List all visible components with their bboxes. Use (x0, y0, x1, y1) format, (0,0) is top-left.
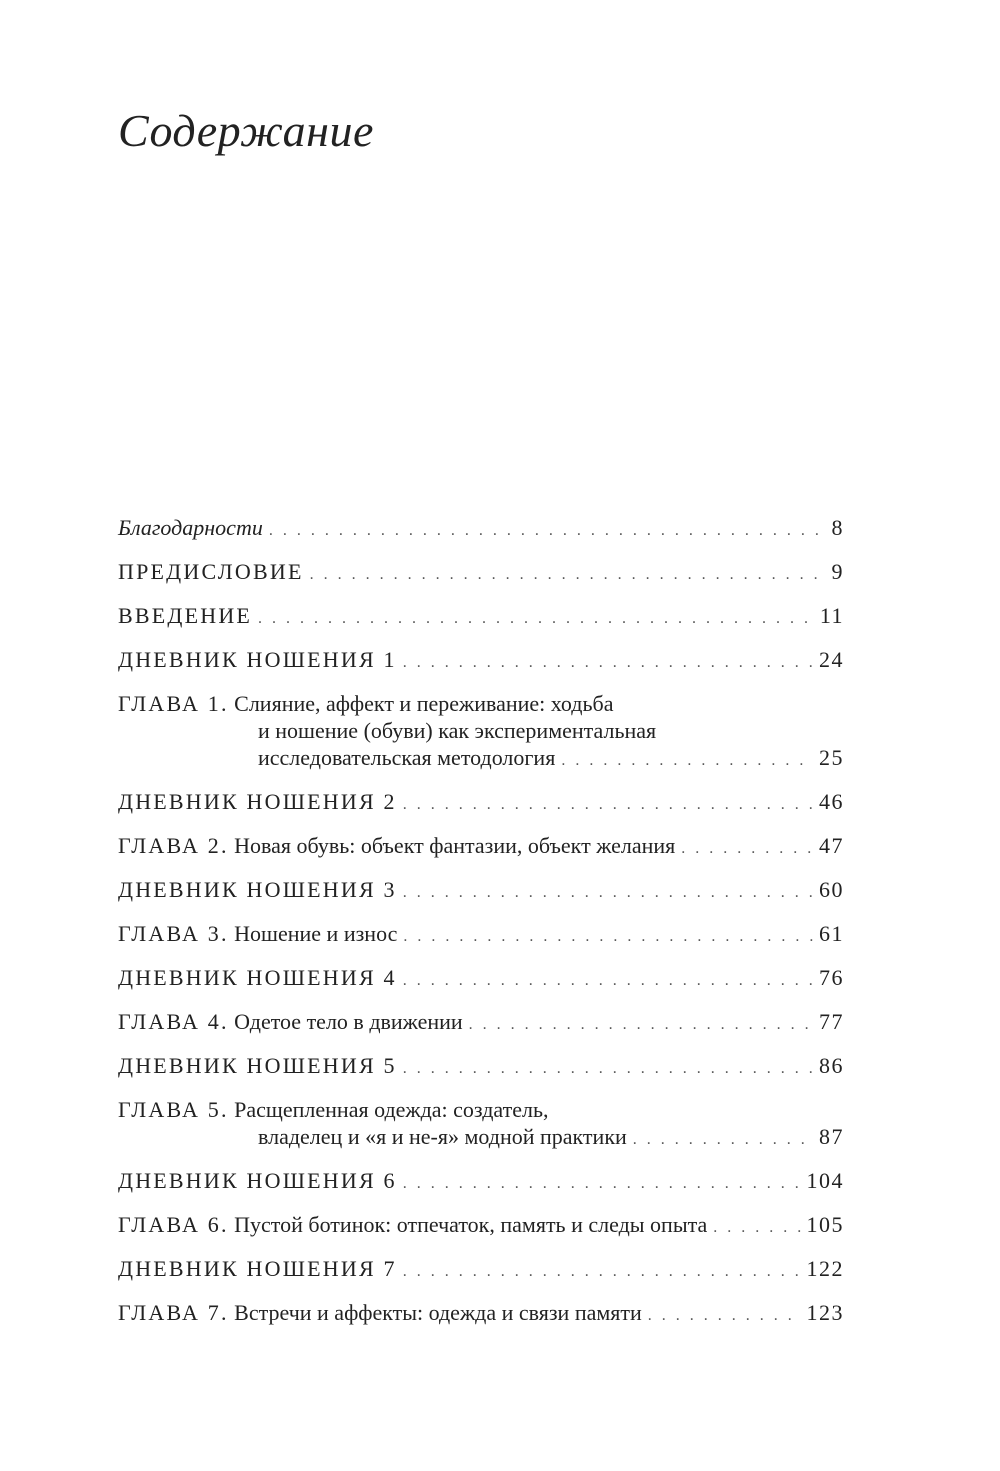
dot-leader (403, 649, 813, 676)
toc-entry-diary-6[interactable] (118, 1167, 844, 1197)
toc-page-number: 86 (819, 1053, 844, 1078)
toc-page-number: 122 (806, 1256, 844, 1281)
toc-page-number: 87 (819, 1124, 844, 1149)
toc-entry-preface[interactable] (118, 558, 844, 588)
toc-page-number: 76 (819, 965, 844, 990)
toc-label (118, 1211, 707, 1238)
toc-entry-chapter-5[interactable] (118, 1096, 844, 1153)
dot-leader (469, 1011, 813, 1038)
chapter-title-line: Слияние, аффект и переживание: ходьба (234, 691, 614, 716)
dot-leader (403, 923, 813, 950)
toc-label: Благодарности (118, 515, 263, 540)
toc-entry-chapter-1[interactable] (118, 690, 844, 774)
page-title: Содержание (118, 105, 374, 156)
toc-entry-chapter-2[interactable] (118, 832, 844, 862)
dot-leader (269, 517, 826, 544)
toc-entry-chapter-7[interactable] (118, 1299, 844, 1329)
chapter-title-line: исследовательская методология (258, 745, 556, 770)
toc-entry-diary-1[interactable] (118, 646, 844, 676)
toc-entry-chapter-6[interactable] (118, 1211, 844, 1241)
dot-leader (403, 1055, 813, 1082)
toc-label (118, 1299, 642, 1326)
dot-leader (713, 1214, 800, 1241)
toc-page-number: 46 (819, 789, 844, 814)
toc-page-number: 104 (806, 1168, 844, 1193)
toc-label: ДНЕВНИК НОШЕНИЯ 6 (118, 1168, 397, 1193)
chapter-title: Одетое тело в движении (234, 1009, 463, 1034)
chapter-title-line: владелец и «я и не-я» модной практики (258, 1124, 627, 1149)
chapter-number: ГЛАВА 2. (118, 833, 229, 858)
dot-leader (403, 791, 813, 818)
toc-line (118, 744, 844, 774)
toc-line (118, 1123, 844, 1153)
chapter-number: ГЛАВА 5. (118, 1097, 229, 1122)
dot-leader (258, 605, 814, 632)
toc-page-number: 123 (806, 1300, 844, 1325)
toc-page-number: 77 (819, 1009, 844, 1034)
toc-label: ПРЕДИСЛОВИЕ (118, 559, 304, 584)
toc-entry-diary-2[interactable] (118, 788, 844, 818)
toc-page-number: 25 (819, 745, 844, 770)
dot-leader (403, 967, 813, 994)
toc-page-number: 8 (831, 515, 844, 540)
dot-leader (561, 747, 813, 774)
dot-leader (633, 1126, 813, 1153)
toc-line (118, 1096, 844, 1123)
chapter-number: ГЛАВА 4. (118, 1009, 229, 1034)
toc-entry-acknowledgements[interactable] (118, 514, 844, 544)
chapter-title: Пустой ботинок: отпечаток, память и следы опыта (234, 1212, 708, 1237)
table-of-contents (118, 514, 844, 1343)
toc-page-number: 105 (806, 1212, 844, 1237)
dot-leader (403, 1170, 801, 1197)
toc-label (118, 1008, 463, 1035)
toc-entry-diary-7[interactable] (118, 1255, 844, 1285)
toc-page-number: 60 (819, 877, 844, 902)
toc-label (118, 920, 397, 947)
toc-label: ДНЕВНИК НОШЕНИЯ 7 (118, 1256, 397, 1281)
chapter-number: ГЛАВА 1. (118, 691, 229, 716)
toc-line (118, 690, 844, 717)
toc-page-number: 61 (819, 921, 844, 946)
toc-entry-chapter-3[interactable] (118, 920, 844, 950)
chapter-title-line: Расщепленная одежда: создатель, (234, 1097, 549, 1122)
dot-leader (403, 879, 813, 906)
toc-entry-chapter-4[interactable] (118, 1008, 844, 1038)
chapter-title: Новая обувь: объект фантазии, объект желания (234, 833, 676, 858)
toc-entry-diary-5[interactable] (118, 1052, 844, 1082)
chapter-number: ГЛАВА 3. (118, 921, 229, 946)
dot-leader (648, 1302, 801, 1329)
chapter-title-line: и ношение (обуви) как экспериментальная (258, 718, 657, 743)
toc-line (118, 717, 844, 744)
toc-label: ДНЕВНИК НОШЕНИЯ 4 (118, 965, 397, 990)
toc-page-number: 9 (831, 559, 844, 584)
toc-label: ДНЕВНИК НОШЕНИЯ 1 (118, 647, 397, 672)
toc-label: ДНЕВНИК НОШЕНИЯ 2 (118, 789, 397, 814)
toc-label: ДНЕВНИК НОШЕНИЯ 5 (118, 1053, 397, 1078)
chapter-title: Ношение и износ (234, 921, 398, 946)
toc-entry-introduction[interactable] (118, 602, 844, 632)
toc-entry-diary-4[interactable] (118, 964, 844, 994)
toc-label (118, 832, 675, 859)
toc-entry-diary-3[interactable] (118, 876, 844, 906)
dot-leader (310, 561, 826, 588)
dot-leader (403, 1258, 801, 1285)
toc-page-number: 24 (819, 647, 844, 672)
toc-label: ДНЕВНИК НОШЕНИЯ 3 (118, 877, 397, 902)
chapter-title: Встречи и аффекты: одежда и связи памяти (234, 1300, 642, 1325)
chapter-number: ГЛАВА 7. (118, 1300, 229, 1325)
dot-leader (681, 835, 813, 862)
toc-label: ВВЕДЕНИЕ (118, 603, 253, 628)
chapter-number: ГЛАВА 6. (118, 1212, 229, 1237)
toc-page-number: 11 (819, 603, 844, 628)
toc-page-number: 47 (819, 833, 844, 858)
